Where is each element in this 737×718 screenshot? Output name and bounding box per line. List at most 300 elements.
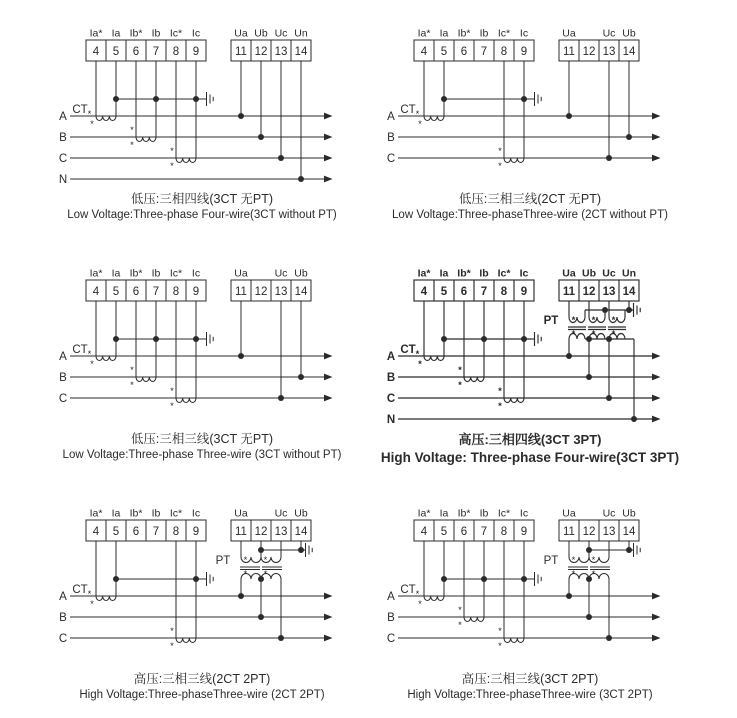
terminal-label: Ub bbox=[622, 507, 636, 520]
terminal-number: 5 bbox=[112, 526, 120, 538]
polarity-mark: * bbox=[90, 119, 94, 130]
diagram-captions bbox=[52, 192, 352, 222]
junction-dot bbox=[278, 395, 284, 401]
polarity-mark: * bbox=[130, 365, 134, 376]
junction-dot bbox=[631, 416, 637, 422]
ct-label: CT bbox=[72, 584, 88, 596]
polarity-mark: * bbox=[498, 386, 502, 397]
diagram-lv-three-phase-three-wire-3ct bbox=[56, 268, 386, 462]
terminal-label: Ic bbox=[191, 27, 201, 40]
junction-dot bbox=[586, 614, 592, 620]
ct-label: CT bbox=[400, 104, 416, 116]
diagram-captions bbox=[380, 432, 680, 465]
terminal-number: 12 bbox=[582, 46, 596, 58]
diagram-captions bbox=[52, 432, 352, 462]
terminal-number: 13 bbox=[602, 46, 616, 58]
junction-dot bbox=[586, 547, 592, 553]
terminal-number: 8 bbox=[500, 526, 508, 538]
caption-zh: 高压:三相三线(2CT 2PT) bbox=[133, 672, 271, 686]
pt-label: PT bbox=[543, 315, 559, 327]
arrow-icon bbox=[324, 593, 333, 600]
ground-icon bbox=[630, 303, 641, 317]
wiring-svg bbox=[384, 508, 714, 672]
terminal-label: Ua bbox=[234, 507, 248, 520]
terminal-number: 6 bbox=[460, 286, 468, 298]
terminal-number: 8 bbox=[500, 286, 508, 298]
terminal-label: Ib bbox=[479, 267, 489, 280]
phase-label-A: A bbox=[59, 591, 67, 603]
junction-dot bbox=[113, 96, 119, 102]
wiring-svg bbox=[56, 268, 386, 432]
terminal-number: 12 bbox=[582, 526, 596, 538]
ct-winding bbox=[504, 638, 524, 643]
terminal-number: 9 bbox=[192, 46, 200, 58]
terminal-number: 11 bbox=[235, 46, 247, 58]
junction-dot bbox=[586, 374, 592, 380]
polarity-mark: * bbox=[415, 349, 420, 360]
ground-icon bbox=[203, 92, 214, 106]
caption-en: High Voltage: Three-phase Four-wire(3CT 3PT) bbox=[380, 450, 680, 465]
terminal-number: 9 bbox=[520, 526, 528, 538]
arrow-icon bbox=[324, 374, 333, 381]
diagram-hv-three-phase-three-wire-3ct-2pt bbox=[384, 508, 714, 702]
terminal-number: 14 bbox=[294, 46, 308, 58]
terminal-label: Uc bbox=[602, 507, 616, 520]
phase-label-A: A bbox=[59, 111, 67, 123]
junction-dot bbox=[602, 307, 608, 313]
phase-label-C: C bbox=[58, 633, 68, 645]
terminal-label: Ia* bbox=[89, 27, 103, 40]
terminal-label: Ia bbox=[439, 507, 449, 520]
junction-dot bbox=[441, 576, 447, 582]
caption-en: Low Voltage:Three-phase Four-wire(3CT without PT) bbox=[67, 209, 337, 221]
ground-icon bbox=[203, 332, 214, 346]
ground-icon bbox=[531, 572, 542, 586]
terminal-number: 13 bbox=[602, 526, 616, 538]
junction-dot bbox=[521, 336, 527, 342]
arrow-icon bbox=[324, 395, 333, 402]
terminal-label: Ic bbox=[191, 507, 201, 520]
polarity-mark: * bbox=[243, 569, 248, 580]
polarity-mark: * bbox=[611, 329, 616, 340]
terminal-number: 14 bbox=[294, 526, 308, 538]
terminal-number: 5 bbox=[112, 286, 120, 298]
polarity-mark: * bbox=[170, 626, 174, 637]
phase-label-B: B bbox=[59, 372, 67, 384]
terminal-label: Uc bbox=[274, 507, 288, 520]
caption-zh: 高压:三相三线(3CT 2PT) bbox=[461, 672, 599, 686]
terminal-number: 7 bbox=[480, 286, 488, 298]
terminal-label: Ia* bbox=[417, 27, 431, 40]
terminal-label: Ic bbox=[519, 267, 529, 280]
terminal-number: 11 bbox=[562, 286, 576, 298]
polarity-mark: * bbox=[591, 315, 596, 326]
terminal-label: Ib* bbox=[457, 507, 471, 520]
terminal-number: 13 bbox=[274, 46, 288, 58]
terminal-number: 8 bbox=[172, 286, 180, 298]
terminal-number: 5 bbox=[440, 286, 448, 298]
ct-label: CT bbox=[400, 344, 416, 356]
polarity-mark: * bbox=[591, 329, 596, 340]
junction-dot bbox=[258, 134, 264, 140]
junction-dot bbox=[586, 576, 592, 582]
terminal-number: 13 bbox=[602, 286, 616, 298]
polarity-mark: * bbox=[130, 125, 134, 136]
arrow-icon bbox=[652, 395, 661, 402]
wiring-svg bbox=[384, 28, 714, 192]
polarity-mark: * bbox=[418, 359, 422, 370]
phase-label-C: C bbox=[58, 393, 68, 405]
terminal-label: Ib* bbox=[129, 27, 143, 40]
polarity-mark: * bbox=[591, 555, 596, 566]
ct-winding bbox=[136, 137, 156, 142]
polarity-mark: * bbox=[571, 569, 576, 580]
junction-dot bbox=[258, 614, 264, 620]
polarity-mark: * bbox=[170, 161, 174, 172]
junction-dot bbox=[278, 635, 284, 641]
polarity-mark: * bbox=[571, 315, 576, 326]
wiring-svg bbox=[56, 28, 386, 192]
caption-zh: 低压:三相三线(3CT 无PT) bbox=[130, 432, 274, 446]
junction-dot bbox=[193, 96, 199, 102]
pt-label: PT bbox=[215, 555, 231, 567]
ground-icon bbox=[531, 92, 542, 106]
terminal-number: 4 bbox=[420, 286, 428, 298]
junction-dot bbox=[566, 353, 572, 359]
arrow-icon bbox=[324, 353, 333, 360]
terminal-label: Ua bbox=[562, 267, 576, 280]
terminal-label: Ib bbox=[151, 267, 161, 280]
terminal-number: 6 bbox=[460, 526, 468, 538]
polarity-mark: * bbox=[263, 555, 268, 566]
ct-winding bbox=[136, 377, 156, 382]
terminal-number: 5 bbox=[440, 526, 448, 538]
diagram-lv-three-phase-three-wire-2ct bbox=[384, 28, 714, 222]
polarity-mark: * bbox=[418, 119, 422, 130]
phase-label-B: B bbox=[59, 132, 67, 144]
diagram-hv-three-phase-three-wire-2ct-2pt bbox=[56, 508, 386, 702]
polarity-mark: * bbox=[415, 109, 420, 120]
junction-dot bbox=[481, 576, 487, 582]
terminal-label: Ib bbox=[151, 507, 161, 520]
terminal-number: 5 bbox=[440, 46, 448, 58]
terminal-label: Ub bbox=[294, 267, 308, 280]
caption-en: High Voltage:Three-phaseThree-wire (2CT 2PT) bbox=[79, 689, 325, 701]
polarity-mark: * bbox=[498, 626, 502, 637]
ground-icon bbox=[531, 332, 542, 346]
ct-winding bbox=[424, 596, 444, 601]
terminal-number: 7 bbox=[152, 526, 160, 538]
terminal-label: Ia bbox=[111, 267, 121, 280]
terminal-number: 6 bbox=[132, 526, 140, 538]
polarity-mark: * bbox=[90, 599, 94, 610]
terminal-label: Ib* bbox=[129, 507, 143, 520]
junction-dot bbox=[606, 155, 612, 161]
terminal-number: 4 bbox=[92, 526, 100, 538]
junction-dot bbox=[566, 113, 572, 119]
terminal-label: Uc bbox=[602, 27, 616, 40]
terminal-number: 14 bbox=[294, 286, 308, 298]
junction-dot bbox=[298, 374, 304, 380]
ct-label: CT bbox=[400, 584, 416, 596]
ct-label: CT bbox=[72, 104, 88, 116]
polarity-mark: * bbox=[418, 599, 422, 610]
phase-label-A: A bbox=[387, 591, 395, 603]
polarity-mark: * bbox=[458, 620, 462, 631]
terminal-label: Ia* bbox=[417, 507, 431, 520]
terminal-label: Ic* bbox=[169, 507, 183, 520]
terminal-number: 5 bbox=[112, 46, 120, 58]
terminal-label: Uc bbox=[274, 27, 288, 40]
terminal-label: Ia* bbox=[89, 507, 103, 520]
terminal-number: 7 bbox=[152, 46, 160, 58]
terminal-number: 13 bbox=[274, 526, 288, 538]
polarity-mark: * bbox=[571, 329, 576, 340]
arrow-icon bbox=[324, 155, 333, 162]
junction-dot bbox=[626, 134, 632, 140]
terminal-number: 13 bbox=[274, 286, 288, 298]
terminal-label: Un bbox=[622, 267, 636, 280]
phase-label-C: C bbox=[58, 153, 68, 165]
terminal-number: 8 bbox=[172, 46, 180, 58]
junction-dot bbox=[193, 336, 199, 342]
terminal-number: 4 bbox=[92, 286, 100, 298]
terminal-label: Ia bbox=[439, 267, 449, 280]
ct-winding bbox=[504, 158, 524, 163]
diagram-captions bbox=[380, 672, 680, 702]
terminal-number: 11 bbox=[235, 286, 247, 298]
polarity-mark: * bbox=[90, 359, 94, 370]
polarity-mark: * bbox=[87, 109, 92, 120]
diagram-lv-three-phase-four-wire-3ct bbox=[56, 28, 386, 222]
terminal-number: 11 bbox=[235, 526, 247, 538]
junction-dot bbox=[441, 96, 447, 102]
diagram-captions bbox=[380, 192, 680, 222]
phase-label-N: N bbox=[58, 174, 68, 186]
caption-en: High Voltage:Three-phaseThree-wire (3CT 2PT) bbox=[407, 689, 653, 701]
junction-dot bbox=[153, 96, 159, 102]
polarity-mark: * bbox=[498, 146, 502, 157]
phase-label-B: B bbox=[59, 612, 67, 624]
ct-winding bbox=[96, 596, 116, 601]
terminal-label: Ub bbox=[254, 27, 268, 40]
junction-dot bbox=[258, 547, 264, 553]
polarity-mark: * bbox=[263, 569, 268, 580]
junction-dot bbox=[521, 96, 527, 102]
phase-label-C: C bbox=[386, 153, 396, 165]
terminal-label: Ia* bbox=[89, 267, 103, 280]
terminal-number: 9 bbox=[192, 286, 200, 298]
arrow-icon bbox=[652, 134, 661, 141]
junction-dot bbox=[193, 576, 199, 582]
arrow-icon bbox=[324, 614, 333, 621]
polarity-mark: * bbox=[243, 555, 248, 566]
terminal-number: 4 bbox=[420, 526, 428, 538]
junction-dot bbox=[153, 336, 159, 342]
terminal-number: 12 bbox=[254, 526, 268, 538]
caption-en: Low Voltage:Three-phase Three-wire (3CT without PT) bbox=[62, 449, 342, 461]
terminal-number: 6 bbox=[132, 46, 140, 58]
arrow-icon bbox=[324, 635, 333, 642]
polarity-mark: * bbox=[458, 380, 462, 391]
phase-label-A: A bbox=[387, 111, 395, 123]
terminal-label: Ia* bbox=[417, 267, 431, 280]
junction-dot bbox=[258, 576, 264, 582]
terminal-label: Ic bbox=[519, 507, 529, 520]
terminal-number: 12 bbox=[254, 46, 268, 58]
terminal-label: Un bbox=[294, 27, 308, 40]
terminal-label: Ic bbox=[519, 27, 529, 40]
pt-label: PT bbox=[543, 555, 559, 567]
wiring-svg bbox=[56, 508, 386, 672]
arrow-icon bbox=[652, 635, 661, 642]
caption-zh: 低压:三相三线(2CT 无PT) bbox=[458, 192, 602, 206]
diagram-hv-three-phase-four-wire-3ct-3pt bbox=[380, 267, 714, 465]
terminal-number: 14 bbox=[622, 286, 636, 298]
polarity-mark: * bbox=[415, 589, 420, 600]
ct-winding bbox=[464, 377, 484, 382]
polarity-mark: * bbox=[571, 555, 576, 566]
ct-winding bbox=[424, 116, 444, 121]
ground-icon bbox=[302, 543, 313, 557]
ct-winding bbox=[424, 356, 444, 361]
polarity-mark: * bbox=[498, 401, 502, 412]
junction-dot bbox=[298, 176, 304, 182]
junction-dot bbox=[606, 635, 612, 641]
ct-winding bbox=[504, 398, 524, 403]
terminal-number: 14 bbox=[622, 526, 636, 538]
terminal-number: 12 bbox=[254, 286, 268, 298]
terminal-number: 9 bbox=[520, 286, 528, 298]
terminal-label: Ua bbox=[562, 507, 576, 520]
polarity-mark: * bbox=[130, 380, 134, 391]
phase-label-B: B bbox=[387, 132, 395, 144]
terminal-label: Ua bbox=[562, 27, 576, 40]
terminal-number: 14 bbox=[622, 46, 636, 58]
diagram-captions bbox=[52, 672, 352, 702]
junction-dot bbox=[441, 336, 447, 342]
polarity-mark: * bbox=[498, 161, 502, 172]
caption-en: Low Voltage:Three-phaseThree-wire (2CT without PT) bbox=[392, 209, 668, 221]
terminal-label: Ic* bbox=[497, 27, 511, 40]
polarity-mark: * bbox=[130, 140, 134, 151]
ct-winding bbox=[96, 356, 116, 361]
polarity-mark: * bbox=[170, 401, 174, 412]
terminal-label: Ia bbox=[111, 27, 121, 40]
caption-zh: 高压:三相四线(3CT 3PT) bbox=[458, 432, 602, 447]
arrow-icon bbox=[652, 374, 661, 381]
terminal-label: Ib bbox=[151, 27, 161, 40]
terminal-label: Ic* bbox=[497, 267, 511, 280]
junction-dot bbox=[113, 336, 119, 342]
phase-label-A: A bbox=[59, 351, 67, 363]
ct-winding bbox=[176, 158, 196, 163]
terminal-number: 9 bbox=[192, 526, 200, 538]
junction-dot bbox=[278, 155, 284, 161]
polarity-mark: * bbox=[87, 589, 92, 600]
ct-label: CT bbox=[72, 344, 88, 356]
terminal-label: Ia bbox=[111, 507, 121, 520]
terminal-label: Ib* bbox=[457, 27, 471, 40]
terminal-label: Ub bbox=[622, 27, 636, 40]
terminal-label: Uc bbox=[274, 267, 288, 280]
junction-dot bbox=[238, 593, 244, 599]
junction-dot bbox=[238, 113, 244, 119]
wiring-svg bbox=[384, 268, 714, 432]
junction-dot bbox=[521, 576, 527, 582]
ground-icon bbox=[630, 543, 641, 557]
polarity-mark: * bbox=[170, 641, 174, 652]
caption-zh: 低压:三相四线(3CT 无PT) bbox=[130, 192, 274, 206]
junction-dot bbox=[113, 576, 119, 582]
terminal-number: 6 bbox=[132, 286, 140, 298]
terminal-number: 11 bbox=[563, 526, 575, 538]
arrow-icon bbox=[324, 113, 333, 120]
ct-winding bbox=[176, 638, 196, 643]
terminal-label: Ic* bbox=[169, 267, 183, 280]
ct-winding bbox=[176, 398, 196, 403]
terminal-label: Ua bbox=[234, 267, 248, 280]
arrow-icon bbox=[652, 614, 661, 621]
polarity-mark: * bbox=[458, 365, 462, 376]
terminal-number: 8 bbox=[500, 46, 508, 58]
terminal-number: 4 bbox=[92, 46, 100, 58]
arrow-icon bbox=[652, 113, 661, 120]
terminal-number: 6 bbox=[460, 46, 468, 58]
junction-dot bbox=[481, 336, 487, 342]
terminal-label: Ic* bbox=[497, 507, 511, 520]
ct-winding bbox=[464, 617, 484, 622]
phase-label-B: B bbox=[386, 372, 396, 384]
terminal-label: Ib bbox=[479, 27, 489, 40]
terminal-number: 8 bbox=[172, 526, 180, 538]
terminal-label: Ib* bbox=[129, 267, 143, 280]
polarity-mark: * bbox=[170, 146, 174, 157]
phase-label-C: C bbox=[386, 393, 396, 405]
phase-label-B: B bbox=[387, 612, 395, 624]
junction-dot bbox=[566, 593, 572, 599]
terminal-number: 7 bbox=[480, 526, 488, 538]
terminal-label: Ic bbox=[191, 267, 201, 280]
ct-winding bbox=[96, 116, 116, 121]
terminal-number: 9 bbox=[520, 46, 528, 58]
arrow-icon bbox=[652, 416, 661, 423]
terminal-label: Ib bbox=[479, 507, 489, 520]
polarity-mark: * bbox=[611, 315, 616, 326]
terminal-number: 12 bbox=[582, 286, 596, 298]
phase-label-N: N bbox=[386, 414, 396, 426]
junction-dot bbox=[606, 395, 612, 401]
terminal-label: Ic* bbox=[169, 27, 183, 40]
arrow-icon bbox=[652, 593, 661, 600]
polarity-mark: * bbox=[170, 386, 174, 397]
terminal-label: Ia bbox=[439, 27, 449, 40]
polarity-mark: * bbox=[498, 641, 502, 652]
arrow-icon bbox=[324, 134, 333, 141]
terminal-number: 7 bbox=[152, 286, 160, 298]
arrow-icon bbox=[652, 353, 661, 360]
polarity-mark: * bbox=[458, 605, 462, 616]
arrow-icon bbox=[652, 155, 661, 162]
arrow-icon bbox=[324, 176, 333, 183]
terminal-number: 4 bbox=[420, 46, 428, 58]
phase-label-A: A bbox=[386, 351, 396, 363]
terminal-label: Ub bbox=[582, 267, 596, 280]
polarity-mark: * bbox=[87, 349, 92, 360]
terminal-number: 7 bbox=[480, 46, 488, 58]
junction-dot bbox=[238, 353, 244, 359]
phase-label-C: C bbox=[386, 633, 396, 645]
